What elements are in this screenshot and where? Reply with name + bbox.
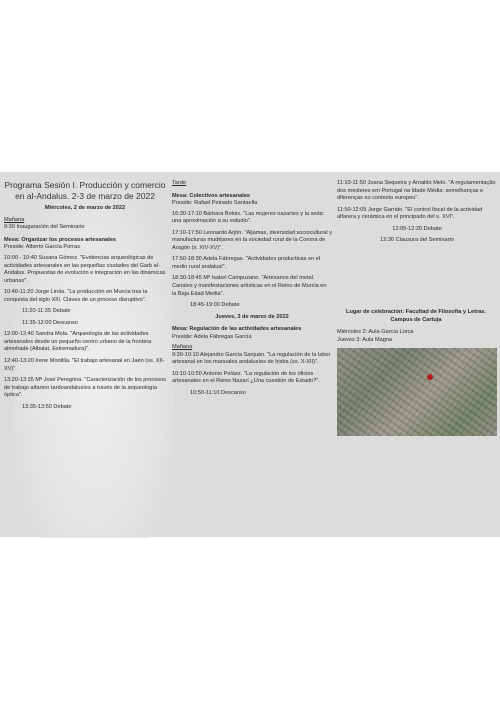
- mesa-title: Mesa: Organizar los procesos artesanales: [4, 236, 116, 243]
- venue-info: [337, 304, 495, 344]
- talk-entry: 16:30-17:10 Bárbara Boloix. "Las mujeres nazaríes y la seda: una aproximación a su estudio".: [172, 210, 325, 225]
- break-entry: 10:50-11:10 Descanso: [190, 390, 246, 397]
- talk-entry: 9:30-10:10 Alejandro García Sanjuán. "La regulación de la labor artesanal en los manuales andalusíes de ḥisba (ss. X-XII)".: [172, 351, 331, 366]
- program-column-3: [337, 180, 497, 249]
- day-2-date: Jueves, 3 de marzo de 2022: [215, 313, 289, 320]
- mesa-chair: Preside: Adela Fábregas García: [172, 333, 252, 340]
- mesa-chair: Preside: Alberto García Porras: [4, 244, 80, 251]
- talk-entry: 10:10-10:50 Antonio Peláez. "La regulación de los oficios artesanales en el Reino Nazarí ¿Una cuestión de Estado?".: [172, 370, 320, 385]
- location-marker-icon: [427, 374, 433, 380]
- program-title: Programa Sesión I. Producción y comercio en al-Andalus. 2-3 de marzo de 2022: [4, 180, 166, 201]
- talk-entry: 17:10-17:50 Leonardo Arjón. "Aljamas, diversidad sociocultural y manufacturas mudéjares en la sociedad rural de la Corona de Aragón (s. XIV-XV)".: [172, 229, 332, 251]
- talk-entry: 12:00-12:40 Sandra Mola. "Arqueología de las actividades artesanales desde un pequeño centro urbano de la frontera almohade (Albalat, Extremadura)".: [4, 331, 152, 353]
- day-1-date: Miércoles, 2 de marzo de 2022: [44, 205, 126, 212]
- closing-entry: 12:30 Clausura del Seminario: [380, 237, 454, 244]
- talk-entry: 10:00 - 10:40 Susana Gómez. "Evidencias arqueológicas de actividades artesanales en las pequeñas ciudades del Garb al-Andalus. Propuestas de evolución e integración en las dinámicas urbanas".: [4, 254, 166, 284]
- program-column-2: [172, 180, 332, 402]
- morning-label: Mañana: [172, 344, 193, 351]
- talk-entry: 10:40-11:20 Jorge Lirola. "La producción en Murcia tras la conquista del siglo XIII. Claves de un proceso disruptivo".: [4, 289, 148, 303]
- debate-entry: 12:05-12:20 Debate: [392, 225, 442, 232]
- room-day-2: Jueves 3: Aula Magna: [337, 336, 393, 343]
- campus-aerial-map: [337, 348, 497, 436]
- room-day-1: Miércoles 2: Aula García Lorca: [337, 329, 414, 336]
- talk-entry: 11:10-11:50 Joana Sequeira y Arnaldo Melo. "A regulamentação dos mesteres em Portugal na Idade Média: semelhanças e diferenças no contexto europeu".: [337, 180, 496, 202]
- program-column-1: [4, 180, 166, 415]
- venue-label: Lugar de celebración: Facultad de Filosofía y Letras. Campus de Cartuja: [346, 309, 486, 323]
- debate-entry: 11:20-11:35 Debate: [22, 308, 71, 315]
- mesa-title: Mesa: Regulación de las actividades artesanales: [172, 326, 302, 333]
- talk-entry: 18:30-18:45 Mª Isabel Campuzano. "Artesanos del metal. Canales y manifestaciones artísticas en el Reino de Murcia en la Baja Edad Media".: [172, 275, 327, 297]
- opening-session: 9:30 Inauguración del Seminario: [4, 224, 85, 231]
- talk-entry: 12:40-13:20 Irene Montilla. "El trabajo artesanal en Jaén (ss. XII-XV)".: [4, 358, 165, 372]
- talk-entry: 13:20-13:35 Mª José Peregrina. "Caracterización de los procesos de trabajo alfarero tardoandalusíes a través de la arqueología óptica".: [4, 377, 167, 399]
- debate-entry: 18:45-19:00 Debate: [190, 302, 240, 309]
- morning-label: Mañana: [4, 216, 25, 223]
- mesa-title: Mesa: Colectivos artesanales: [172, 192, 251, 199]
- talk-entry: 17:50-18:30 Adela Fábregas. "Actividades productivas en el medio rural andalusí".: [172, 256, 321, 270]
- mesa-chair: Preside: Rafael Peinado Santaella: [172, 200, 258, 207]
- debate-entry: 13:35-13:50 Debate: [22, 403, 72, 410]
- talk-entry: 11:50-12:05 Jorge Garrido. "El control fiscal de la actividad alfarera y cerámica en el principado del s. XVI".: [337, 206, 483, 221]
- afternoon-label: Tarde: [172, 180, 186, 186]
- break-entry: 11:35-12:00 Descanso: [22, 319, 78, 326]
